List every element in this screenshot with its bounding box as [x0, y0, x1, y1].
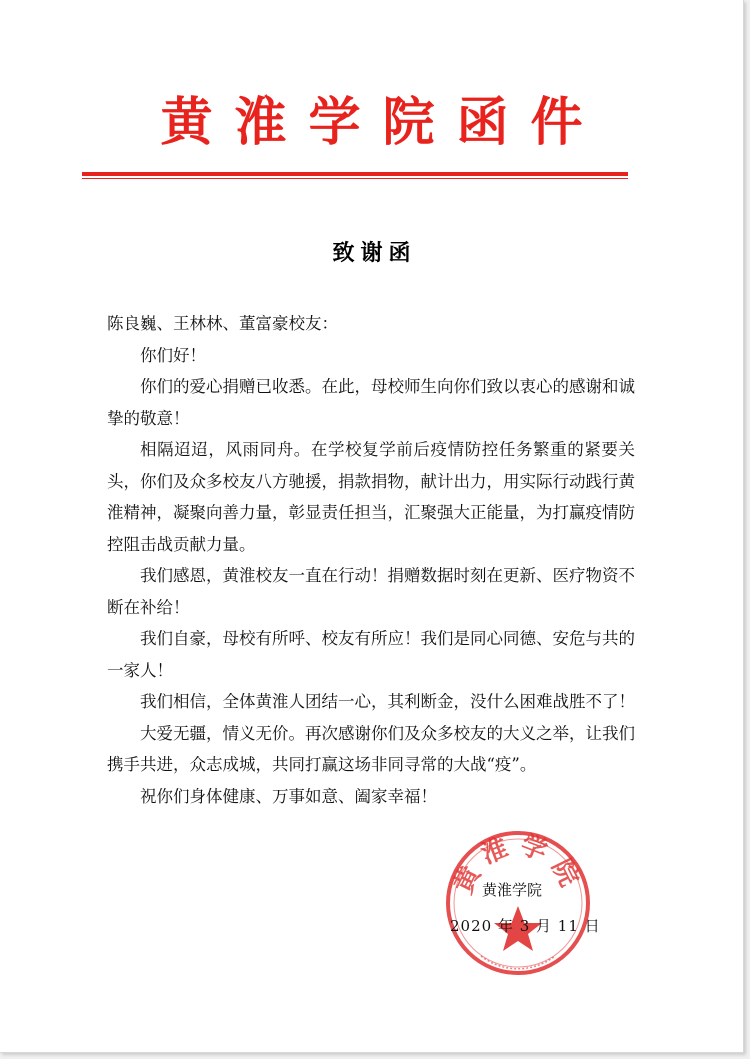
- signature-name: 黄淮学院: [482, 881, 543, 899]
- paragraph-gratitude: 我们感恩，黄淮校友一直在行动！捐赠数据时刻在更新、医疗物资不断在补给！: [107, 566, 635, 617]
- letter-title: 致谢函: [332, 241, 417, 266]
- paragraph-belief: 我们相信，全体黄淮人团结一心，其利断金，没什么困难战胜不了！: [140, 692, 635, 711]
- letterhead-title: 黄淮学院函件: [160, 92, 605, 153]
- letterhead-rule-thick: [82, 172, 628, 176]
- paragraph-wishes: 祝你们身体健康、万事如意、阖家幸福！: [140, 786, 437, 806]
- salutation: 陈良巍、王林林、董富豪校友：: [107, 314, 338, 333]
- seal-text: 黄淮学院: [448, 829, 588, 899]
- paragraph-receipt: 你们的爱心捐赠已收悉。在此，母校师生向你们致以衷心的感谢和诚挚的敬意！: [107, 377, 635, 428]
- signature-block: [440, 872, 620, 944]
- letterhead-rule-thin: [82, 178, 628, 179]
- paragraph-greeting: 你们好！: [140, 345, 206, 365]
- paragraph-support: 相隔迢迢，风雨同舟。在学校复学前后疫情防控任务繁重的紧要关头，你们及众多校友八方驰援，捐款捐物，献计出力，用实际行动践行黄淮精神，凝聚向善力量，彰显责任担当，汇聚强大正能量，为打赢疫情防控阻击战贡献力量。: [107, 440, 635, 554]
- signature-date: 2020 年 3 月 11 日: [450, 917, 601, 935]
- paragraph-thanks: 大爱无疆，情义无价。再次感谢你们及众多校友的大义之举，让我们携手共进，众志成城，共同打赢这场非同寻常的大战“疫”。: [107, 723, 635, 774]
- letter-body: [107, 308, 635, 812]
- paragraph-pride: 我们自豪，母校有所呼、校友有所应！我们是同心同德、安危与共的一家人！: [107, 629, 635, 680]
